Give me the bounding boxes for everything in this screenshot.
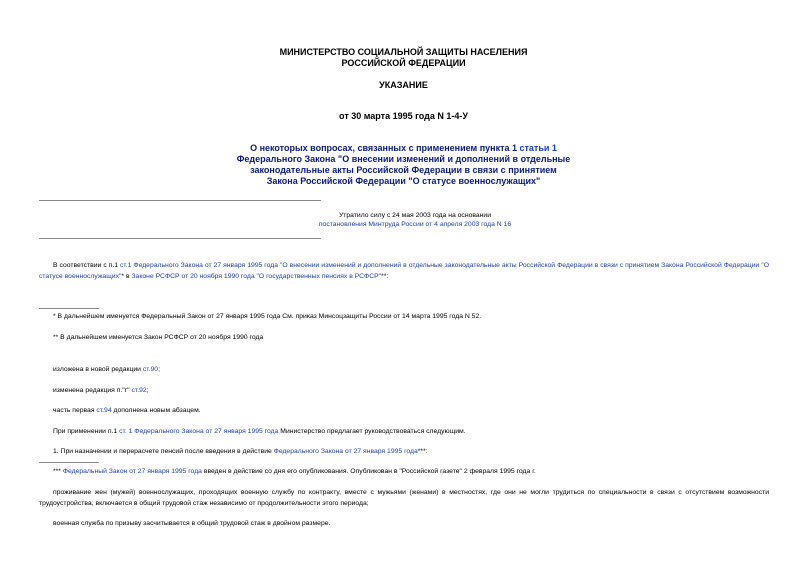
article-90-link[interactable]: ст.90 xyxy=(142,366,159,373)
title-line-1-text: О некоторых вопросах, связанных с применением пункта 1 xyxy=(250,143,520,153)
footnote-divider xyxy=(39,308,99,309)
item-1-text-2: ***: xyxy=(417,448,428,455)
footnote-1: * В дальнейшем именуется Федеральный Закон от 27 января 1995 года См. приказ Минсоцзащиты России от 14 марта 1995 года N 52. xyxy=(53,313,482,320)
doc-type: УКАЗАНИЕ xyxy=(379,80,428,90)
change-item-3 xyxy=(53,405,793,416)
status-bottom-divider xyxy=(39,238,321,239)
change-item-1 xyxy=(53,364,793,375)
doc-date: от 30 марта 1995 года N 1-4-У xyxy=(339,111,468,121)
footnote-3-federal-law-link[interactable]: Федеральный Закон от 27 января 1995 года xyxy=(62,468,202,475)
intro-pension-law-link[interactable]: Законе РСФСР от 20 ноября 1990 года "О государственных пенсиях в РСФСР" xyxy=(131,273,382,280)
status-decree-link[interactable]: постановления Минтруда России от 4 апреля 2003 года N 16 xyxy=(318,221,512,228)
footnote-3-text-1: *** xyxy=(53,468,63,475)
doc-title xyxy=(0,143,807,187)
body-paragraph-2: военная служба по призыву засчитывается в общий трудовой стаж в двойном размере. xyxy=(53,520,331,527)
intro-text-2: * в xyxy=(121,273,132,280)
ministry-line-2: РОССИЙСКОЙ ФЕДЕРАЦИИ xyxy=(341,58,466,68)
status-line: Утратило силу с 24 мая 2003 года на основании xyxy=(338,212,492,219)
apply-text-1: При применении п.1 xyxy=(53,428,120,435)
title-article-link[interactable]: статьи 1 xyxy=(519,143,557,153)
intro-text-3: **: xyxy=(381,273,389,280)
apply-paragraph xyxy=(53,426,793,437)
item-1-text-1: 1. При назначении и перерасчете пенсий после введения в действие xyxy=(53,448,274,455)
change-2-end: ; xyxy=(146,387,149,394)
ministry-line-1: МИНИСТЕРСТВО СОЦИАЛЬНОЙ ЗАЩИТЫ НАСЕЛЕНИЯ xyxy=(279,47,528,57)
item-1-paragraph xyxy=(53,446,793,457)
change-1-text: изложена в новой редакции xyxy=(53,366,143,373)
change-3-end: дополнена новым абзацем. xyxy=(111,407,201,414)
intro-federal-law-link[interactable]: ст.1 Федерального Закона от 27 января 1995 года "О внесении изменений и дополнений в отдельные законодательные акты Российской Федерации в связи с принятием Закона Российской Федерации "О статусе военнослужащих" xyxy=(39,262,769,280)
footnote-3-text-2: введен в действие со дня его опубликования. Опубликован в "Российской газете" 2 февраля 1995 года г. xyxy=(201,468,536,475)
apply-text-2: Министерство предлагает руководствоваться следующим. xyxy=(278,428,466,435)
footnote-divider-2 xyxy=(39,462,99,463)
title-line-4: Закона Российской Федерации "О статусе военнослужащих" xyxy=(266,176,541,186)
intro-paragraph xyxy=(39,260,769,282)
title-line-2: Федерального Закона "О внесении изменений и дополнений в отдельные xyxy=(236,154,571,164)
footnote-3 xyxy=(53,466,793,477)
ministry-name xyxy=(0,47,807,69)
item-1-federal-law-link[interactable]: Федерального Закона от 27 января 1995 года xyxy=(273,448,418,455)
body-paragraph-1: проживание жен (мужей) военнослужащих, проходящих военную службу по контракту, вместе с мужьями (женами) в местностях, где они не могли трудиться по специальности в связи с отсутствием возможности трудоустройства, включается в общий трудовой стаж независимо от продолжительности этого периода; xyxy=(39,489,769,507)
change-2-text: изменена редакция п."г" xyxy=(53,387,132,394)
title-line-1 xyxy=(0,143,807,154)
article-92-link[interactable]: ст.92 xyxy=(131,387,147,394)
apply-federal-law-link[interactable]: ст. 1 Федерального Закона от 27 января 1995 года xyxy=(119,428,279,435)
status-top-divider xyxy=(39,200,321,201)
change-1-end: ; xyxy=(158,366,160,373)
title-line-3: законодательные акты Российской Федерации в связи с принятием xyxy=(250,165,557,175)
status-block xyxy=(240,211,590,229)
intro-text-1: В соответствии с п.1 xyxy=(53,262,121,269)
change-3-text: часть первая xyxy=(53,407,97,414)
change-item-2 xyxy=(53,385,793,396)
footnote-2: ** В дальнейшем именуется Закон РСФСР от 20 ноября 1990 года xyxy=(53,334,264,341)
article-94-link[interactable]: ст.94 xyxy=(96,407,112,414)
